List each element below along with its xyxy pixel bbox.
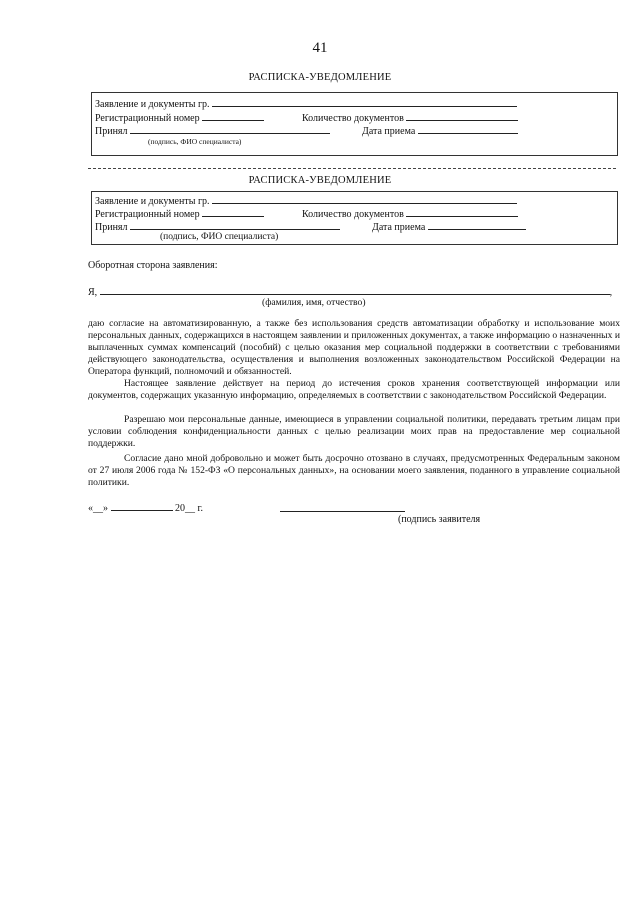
statement-label: Заявление и документы гр. bbox=[95, 196, 210, 207]
date-field[interactable] bbox=[418, 124, 518, 134]
reg-field[interactable] bbox=[202, 207, 264, 217]
count-label: Количество документов bbox=[302, 209, 404, 220]
receipt-title: РАСПИСКА-УВЕДОМЛЕНИЕ bbox=[248, 72, 392, 83]
receipt-title-2: РАСПИСКА-УВЕДОМЛЕНИЕ bbox=[248, 175, 392, 186]
statement-row bbox=[95, 97, 517, 110]
signature-note: (подпись, ФИО специалиста) bbox=[148, 137, 242, 146]
consent-paragraph-4: Согласие дано мной добровольно и может быть досрочно отозвано в случаях, предусмотренных Федеральным законом от 27 июля 2006 года № 152-ФЗ «О персональных данных», на основании моего заявления, поданного в управление социальной политики. bbox=[88, 453, 620, 488]
accepted-label: Принял bbox=[95, 126, 128, 137]
reg-label: Регистрационный номер bbox=[95, 113, 200, 124]
reg-row bbox=[95, 111, 264, 124]
statement-field[interactable] bbox=[212, 194, 517, 204]
month-field[interactable] bbox=[111, 501, 173, 511]
date-line bbox=[88, 501, 203, 514]
count-label: Количество документов bbox=[302, 113, 404, 124]
receipt-box bbox=[91, 92, 618, 156]
count-row bbox=[302, 111, 518, 124]
applicant-signature-note: (подпись заявителя bbox=[398, 514, 481, 525]
accepted-label: Принял bbox=[95, 222, 128, 233]
reverse-heading: Оборотная сторона заявления: bbox=[88, 260, 218, 271]
accepted-field[interactable] bbox=[130, 124, 330, 134]
applicant-signature-field[interactable] bbox=[280, 511, 405, 512]
name-comma: , bbox=[609, 287, 613, 298]
cut-line bbox=[88, 168, 616, 169]
signature-note: (подпись, ФИО специалиста) bbox=[160, 232, 279, 242]
date-field[interactable] bbox=[428, 220, 526, 230]
consent-paragraph-1: даю согласие на автоматизированную, а также без использования средств автоматизации обработку и использование моих персональных данных, содержащихся в настоящем заявлении и приложенных документах, а также информацию о назначенных и выплаченных суммах компенсаций (пособий) с целью оказания мер социальной поддержки в соответствии с требованиями действующего законодательства, осуществления и выполнения возложенных законодательством Российской Федерации на Оператора функций, полномочий и обязанностей. bbox=[88, 318, 620, 377]
page-number: 41 bbox=[312, 40, 328, 56]
reg-label: Регистрационный номер bbox=[95, 209, 200, 220]
reg-field[interactable] bbox=[202, 111, 264, 121]
accepted-row bbox=[95, 124, 330, 137]
date-year: 20__ г. bbox=[175, 503, 203, 514]
count-field[interactable] bbox=[406, 207, 518, 217]
accepted-field[interactable] bbox=[130, 220, 340, 230]
date-label: Дата приема bbox=[362, 126, 416, 137]
reg-row bbox=[95, 207, 264, 220]
name-note: (фамилия, имя, отчество) bbox=[262, 297, 366, 308]
date-label: Дата приема bbox=[372, 222, 426, 233]
consent-paragraph-2: Настоящее заявление действует на период до истечения сроков хранения соответствующей информации или документов, содержащих указанную информацию, определяемых в соответствии с законодательством Российской Федерации. bbox=[88, 378, 620, 401]
count-row bbox=[302, 207, 518, 220]
consent-paragraph-3: Разрешаю мои персональные данные, имеющиеся в управлении социальной политики, передавать третьим лицам при условии соблюдения конфиденциальности данных с целью реализации моих прав на предоставление мер социальной поддержки. bbox=[88, 414, 620, 449]
date-open: «__» bbox=[88, 503, 108, 514]
i-label: Я, bbox=[88, 287, 98, 298]
statement-label: Заявление и документы гр. bbox=[95, 99, 210, 110]
full-name-field[interactable] bbox=[100, 285, 610, 295]
date-row bbox=[362, 124, 518, 137]
count-field[interactable] bbox=[406, 111, 518, 121]
receipt-box-2 bbox=[91, 191, 618, 245]
statement-row bbox=[95, 194, 517, 207]
date-row bbox=[372, 220, 526, 233]
statement-field[interactable] bbox=[212, 97, 517, 107]
